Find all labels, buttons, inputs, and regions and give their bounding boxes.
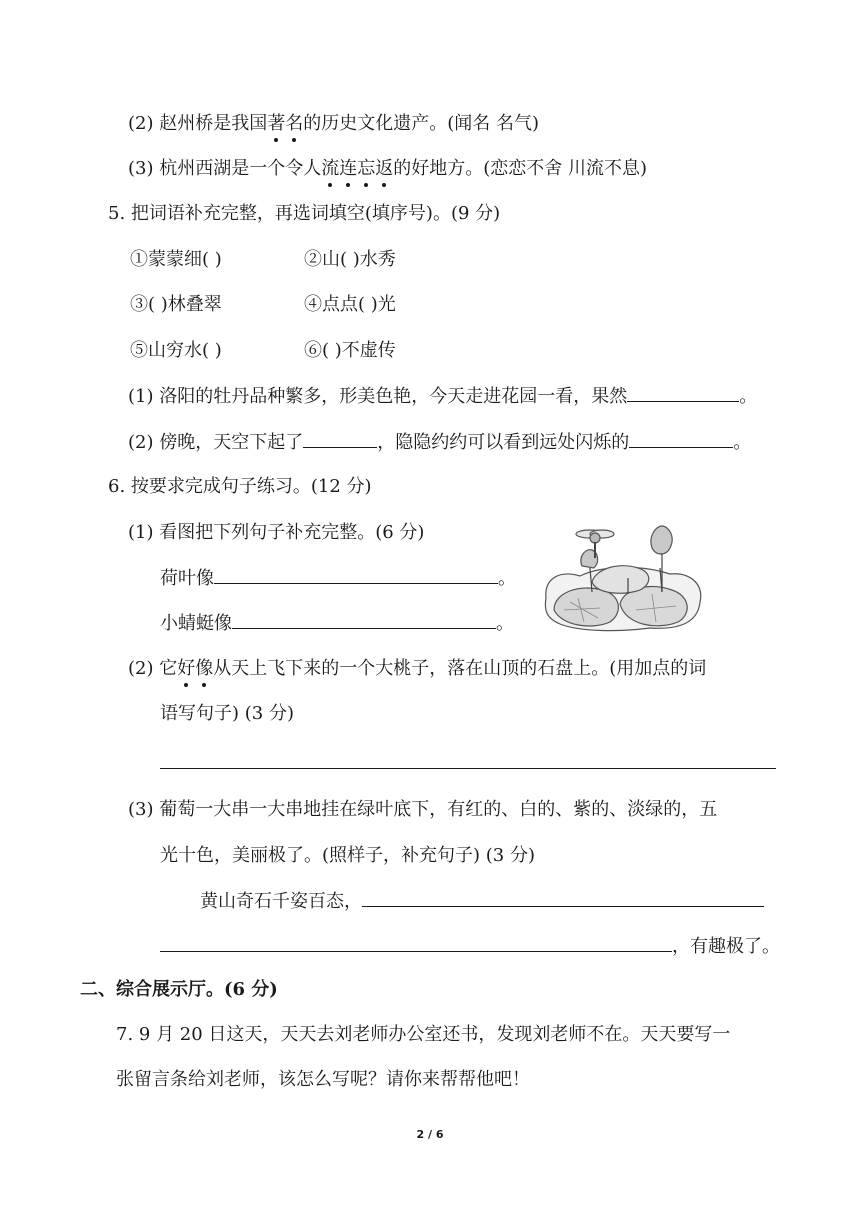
q5-word-3: ③( )林叠翠 (130, 294, 222, 315)
section-2-title-text: 二、综合展示厅。(6 分) (80, 979, 278, 1000)
q5-sentence-1-text: (1) 洛阳的牡丹品种繁多，形美色艳，今天走进花园一看，果然 (128, 386, 628, 407)
section-2-title (80, 977, 278, 1003)
lotus-prompt: 荷叶像 (160, 568, 214, 589)
period: 。 (496, 613, 514, 634)
answer-line[interactable] (160, 768, 776, 769)
q5-title: 5. 把词语补充完整，再选词填空(填序号)。(9 分) (108, 203, 501, 224)
period: 。 (739, 386, 758, 407)
dotted-char: 连 (339, 156, 357, 182)
dotted-char: 好 (177, 656, 195, 682)
q6-part-3-answer-end (160, 933, 780, 960)
q6-part-3-line-2: 光十色，美丽极了。(照样子，补充句子) (3 分) (160, 845, 535, 866)
q6-part-1-line-a (160, 565, 516, 592)
dragonfly-prompt: 小蜻蜓像 (160, 613, 232, 634)
answer-blank[interactable] (627, 383, 739, 402)
q6-title: 6. 按要求完成句子练习。(12 分) (108, 476, 372, 497)
q5-sentence-1 (128, 383, 757, 410)
answer-blank[interactable] (214, 565, 498, 584)
q6-part-3-line-1: (3) 葡萄一大串一大串地挂在绿叶底下，有红的、白的、紫的、淡绿的，五 (128, 799, 718, 820)
q7-line-2: 张留言条给刘老师，该怎么写呢？请你来帮帮他吧！ (116, 1069, 530, 1090)
q6-part-3-answer-start (200, 888, 764, 915)
q5-word-6: ⑥( )不虚传 (304, 340, 396, 361)
q4-item-3-prefix: (3) 杭州西湖是一个令人 (128, 158, 322, 179)
lotus-dragonfly-illustration (540, 518, 706, 636)
period: 。 (733, 432, 752, 453)
q5-word-5: ⑤山穷水( ) (130, 340, 222, 361)
q7-line-1: 7. 9 月 20 日这天，天天去刘老师办公室还书，发现刘老师不在。天天要写一 (116, 1024, 731, 1045)
example-end: ，有趣极了。 (672, 936, 780, 957)
q6-part-2-line-2: 语写句子) (3 分) (160, 703, 294, 724)
example-start: 黄山奇石千姿百态， (200, 891, 362, 912)
q6-part-1-line-b (160, 610, 514, 637)
dotted-char: 像 (195, 656, 213, 682)
q5-sentence-2-mid: ，隐隐约约可以看到远处闪烁的 (377, 432, 630, 453)
answer-blank[interactable] (362, 888, 764, 907)
period: 。 (498, 568, 516, 589)
answer-blank[interactable] (160, 933, 672, 952)
q6-part-2-rest: 从天上飞下来的一个大桃子，落在山顶的石盘上。(用加点的词 (213, 658, 707, 679)
q4-item-2-prefix: (2) 赵州桥是我国 (128, 113, 268, 134)
answer-blank[interactable] (303, 429, 377, 448)
q5-sentence-2-text: (2) 傍晚，天空下起了 (128, 432, 304, 453)
q6-part-2 (128, 656, 706, 682)
dotted-char: 返 (375, 156, 393, 182)
q6-part-1-title: (1) 看图把下列句子补充完整。(6 分) (128, 522, 425, 543)
dotted-char: 忘 (357, 156, 375, 182)
q5-word-4: ④点点( )光 (304, 294, 396, 315)
dotted-char: 名 (285, 111, 303, 137)
dotted-char: 流 (321, 156, 339, 182)
q4-item-3-rest: 的好地方。(恋恋不舍 川流不息) (393, 158, 647, 179)
page-number: 2 / 6 (416, 1128, 444, 1141)
q4-item-2-rest: 的历史文化遗产。(闻名 名气) (303, 113, 539, 134)
answer-blank[interactable] (232, 610, 496, 629)
q4-item-3 (128, 156, 647, 182)
q5-word-2: ②山( )水秀 (304, 249, 396, 270)
q6-part-2-prefix: (2) 它 (128, 658, 178, 679)
q5-word-1: ①蒙蒙细( ) (130, 249, 222, 270)
answer-blank[interactable] (629, 429, 733, 448)
q4-item-2 (128, 111, 539, 137)
q5-sentence-2 (128, 429, 751, 456)
dotted-char: 著 (267, 111, 285, 137)
